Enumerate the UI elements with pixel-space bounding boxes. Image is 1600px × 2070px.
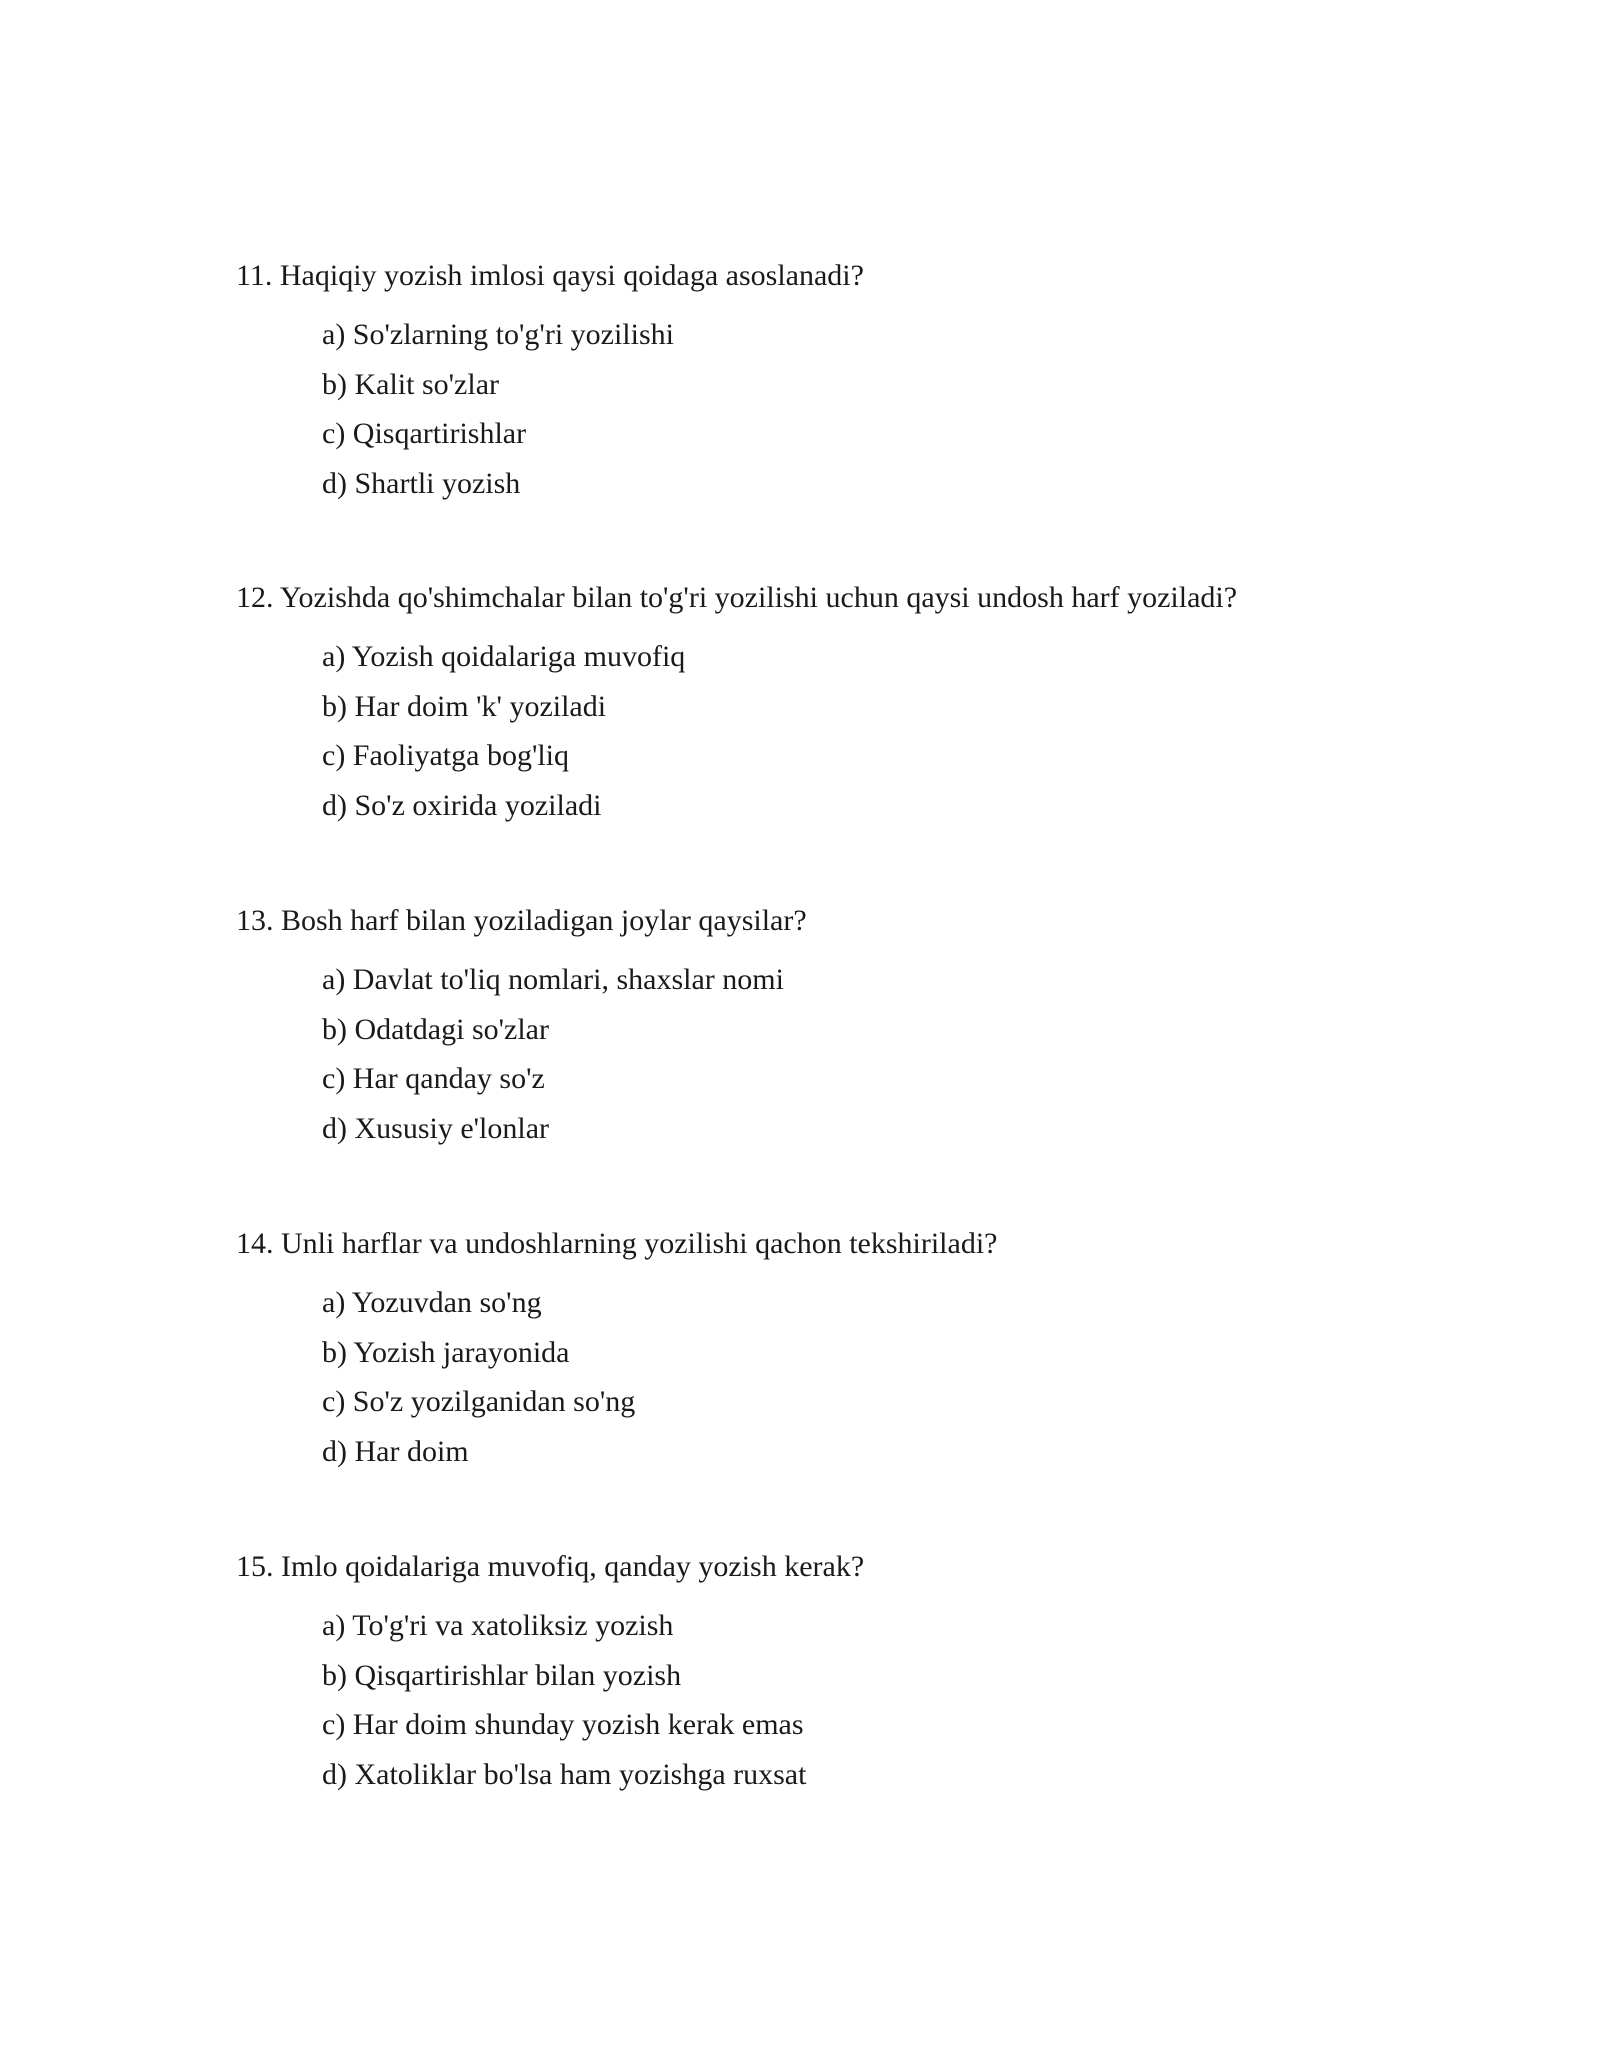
question-text: 14. Unli harflar va undoshlarning yozilishi qachon tekshiriladi? <box>236 1227 998 1260</box>
question-15 <box>236 1545 1436 1799</box>
option-b: b) Yozish jarayonida <box>322 1335 570 1369</box>
option-b: b) Kalit so'zlar <box>322 367 500 401</box>
option-a: a) Davlat to'liq nomlari, shaxslar nomi <box>322 963 784 996</box>
question-13 <box>236 899 1436 1153</box>
option-list <box>322 310 1436 508</box>
option-c: c) Faoliyatga bog'liq <box>322 739 570 772</box>
option-a: a) To'g'ri va xatoliksiz yozish <box>322 1609 674 1642</box>
option-list <box>322 1278 1436 1476</box>
option-list <box>322 1601 1436 1799</box>
question-14 <box>236 1222 1436 1476</box>
option-a: a) Yozuvdan so'ng <box>322 1286 542 1319</box>
option-c: c) Har doim shunday yozish kerak emas <box>322 1708 804 1741</box>
option-d: d) Har doim <box>322 1434 469 1468</box>
option-c: c) Qisqartirishlar <box>322 417 527 450</box>
option-list <box>322 955 1436 1153</box>
question-text: 11. Haqiqiy yozish imlosi qaysi qoidaga asoslanadi? <box>236 259 864 292</box>
option-list <box>322 632 1436 830</box>
option-d: d) So'z oxirida yoziladi <box>322 788 602 822</box>
question-text: 12. Yozishda qo'shimchalar bilan to'g'ri yozilishi uchun qaysi undosh harf yoziladi? <box>236 581 1238 614</box>
question-12 <box>236 576 1436 830</box>
option-a: a) Yozish qoidalariga muvofiq <box>322 640 686 673</box>
option-d: d) Shartli yozish <box>322 466 521 500</box>
question-text: 15. Imlo qoidalariga muvofiq, qanday yozish kerak? <box>236 1550 865 1583</box>
option-a: a) So'zlarning to'g'ri yozilishi <box>322 318 674 351</box>
question-11 <box>236 254 1436 508</box>
option-b: b) Odatdagi so'zlar <box>322 1012 549 1046</box>
option-d: d) Xususiy e'lonlar <box>322 1111 550 1145</box>
question-text: 13. Bosh harf bilan yoziladigan joylar qaysilar? <box>236 904 807 937</box>
option-b: b) Qisqartirishlar bilan yozish <box>322 1658 682 1692</box>
option-c: c) So'z yozilganidan so'ng <box>322 1385 636 1418</box>
option-c: c) Har qanday so'z <box>322 1062 545 1095</box>
option-d: d) Xatoliklar bo'lsa ham yozishga ruxsat <box>322 1757 807 1791</box>
option-b: b) Har doim 'k' yoziladi <box>322 689 607 723</box>
